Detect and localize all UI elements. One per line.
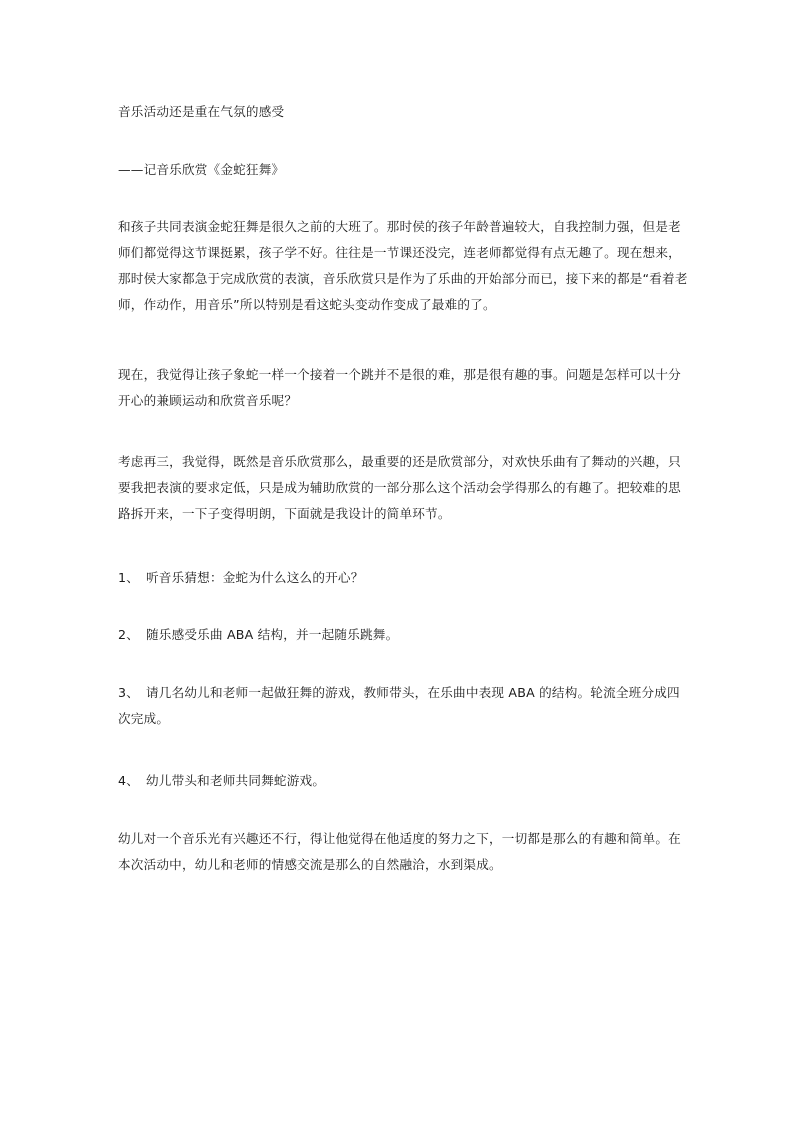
- step-text: 幼儿带头和老师共同舞蛇游戏。: [146, 773, 326, 788]
- step-number: 3、: [118, 685, 140, 700]
- step-item-3: [118, 680, 688, 732]
- conclusion-paragraph: 幼儿对一个音乐光有兴趣还不行，得让他觉得在他适度的努力之下，一切都是那么的有趣和简单。在本次活动中，幼儿和老师的情感交流是那么的自然融洽，水到渠成。: [118, 831, 681, 872]
- step-text: 请几名幼儿和老师一起做狂舞的游戏，教师带头，在乐曲中表现 ABA 的结构。轮流全班分成四次完成。: [118, 685, 680, 726]
- paragraph-1: 和孩子共同表演金蛇狂舞是很久之前的大班了。那时侯的孩子年龄普遍较大，自我控制力强，但是老师们都觉得这节课挺累，孩子学不好。往往是一节课还没完，连老师都觉得有点无趣了。现在想来，那时侯大家都急于完成欣赏的表演，音乐欣赏只是作为了乐曲的开始部分而已，接下来的都是“看着老师，作动作，用音乐”所以特别是看这蛇头变动作变成了最难的了。: [118, 219, 688, 312]
- step-number: 4、: [118, 773, 140, 788]
- step-item-2: [118, 622, 688, 648]
- paragraph-3: 考虑再三，我觉得，既然是音乐欣赏那么，最重要的还是欣赏部分，对欢快乐曲有了舞动的兴趣，只要我把表演的要求定低，只是成为辅助欣赏的一部分那么这个活动会学得那么的有趣了。把较难的思路拆开来，一下子变得明朗，下面就是我设计的简单环节。: [118, 454, 681, 521]
- paragraph-2: 现在，我觉得让孩子象蛇一样一个接着一个跳并不是很的难，那是很有趣的事。问题是怎样可以十分开心的兼顾运动和欣赏音乐呢？: [118, 367, 681, 408]
- step-text: 听音乐猜想：金蛇为什么这么的开心？: [146, 570, 364, 585]
- document-subtitle: ——记音乐欣赏《金蛇狂舞》: [118, 162, 285, 177]
- document-title: 音乐活动还是重在气氛的感受: [118, 104, 285, 119]
- step-item-4: [118, 768, 688, 794]
- step-text: 随乐感受乐曲 ABA 结构，并一起随乐跳舞。: [146, 627, 399, 642]
- step-number: 1、: [118, 570, 140, 585]
- step-item-1: [118, 565, 688, 591]
- step-number: 2、: [118, 627, 140, 642]
